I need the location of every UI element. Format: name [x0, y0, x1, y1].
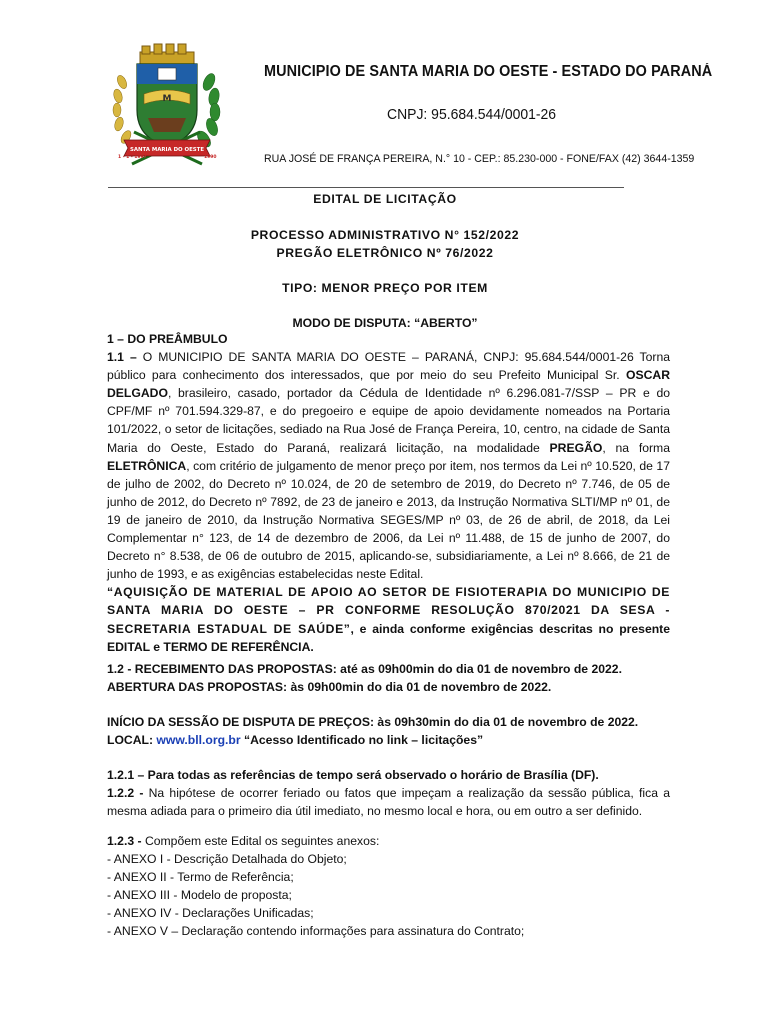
modality-eletronica: ELETRÔNICA	[107, 458, 187, 473]
doc-title: EDITAL DE LICITAÇÃO	[313, 192, 457, 206]
annex-item: - ANEXO IV - Declarações Unificadas;	[107, 906, 314, 921]
municipality-title: MUNICIPIO DE SANTA MARIA DO OESTE - ESTADO DO PARANÁ	[264, 63, 713, 80]
time-reference-section	[107, 766, 670, 820]
object-description: “AQUISIÇÃO DE MATERIAL DE APOIO AO SETOR DE FISIOTERAPIA DO MUNICIPIO DE SANTA MARIA DO OESTE – PR CONFORME RESOLUÇÃO 870/2021 DA SESA -SECRETARIA ESTADUAL DE SAÚDE”	[107, 585, 670, 636]
recebimento-line: 1.2 - RECEBIMENTO DAS PROPOSTAS: até as 09h00min do dia 01 de novembro de 2022.	[107, 662, 622, 676]
annex-item: - ANEXO I - Descrição Detalhada do Objeto;	[107, 852, 347, 867]
modo-heading: MODO DE DISPUTA: “ABERTO”	[292, 316, 478, 330]
mayor-name: OSCAR DELGADO	[107, 368, 670, 401]
header-divider	[108, 187, 624, 188]
annex-item: - ANEXO V – Declaração contendo informações para assinatura do Contrato;	[107, 924, 525, 939]
paragraph-number: 1.2.3 -	[107, 834, 142, 848]
paragraph-number: 1.2.2 -	[107, 786, 144, 801]
paragraph-1-2-1: 1.2.1 – Para todas as referências de tempo será observado o horário de Brasília (DF).	[107, 768, 599, 782]
inicio-line: INÍCIO DA SESSÃO DE DISPUTA DE PREÇOS: às 09h30min do dia 01 de novembro de 2022.	[107, 715, 639, 729]
banner-text: SANTA MARIA DO OESTE	[129, 147, 205, 153]
paragraph-text: , na forma	[602, 440, 670, 455]
processo-heading: PROCESSO ADMINISTRATIVO N° 152/2022	[250, 228, 520, 242]
section-heading: 1 – DO PREÂMBULO	[107, 332, 228, 346]
leaves-right-icon	[195, 72, 221, 150]
local-label: LOCAL:	[107, 733, 157, 748]
paragraph-number: 1.1 –	[107, 350, 137, 365]
annex-item: - ANEXO II - Termo de Referência;	[107, 870, 294, 885]
local-line	[107, 731, 670, 749]
dates-section	[107, 660, 670, 696]
crest-date-left: 1 - 1 - 1997	[118, 155, 147, 160]
bll-link[interactable]: www.bll.org.br	[156, 733, 241, 748]
paragraph-1-2-2	[107, 784, 670, 820]
wheat-left-icon	[112, 74, 133, 145]
annexes-section	[107, 832, 670, 941]
paragraph-text: , brasileiro, casado, portador da Cédula de Identidade nº 6.296.081-7/SSP – PR e do CPF/MF nº 701.594.329-87, e do pregoeiro e equipe de apoio devidamente nomeados na Portaria 101/2022, o setor de licitações, sediado na Rua José de França Pereira, 10, centro, na cidade de Santa Maria do Oeste, Estado do Paraná, realizará licitação, na modalidade	[107, 386, 670, 455]
shield-icon	[137, 64, 197, 146]
crest-date-right: 1990	[204, 155, 217, 160]
shield-letter: M	[162, 94, 172, 104]
paragraph-text: Compõem este Edital os seguintes anexos:	[141, 834, 380, 848]
paragraph-text: O MUNICIPIO DE SANTA MARIA DO OESTE – PARANÁ, CNPJ: 95.684.544/0001-26 Torna público para conhecimento dos interessados, que por meio do seu Prefeito Municipal Sr.	[107, 350, 671, 383]
modality-pregao: PREGÃO	[549, 440, 603, 455]
paragraph-1-2-3	[107, 832, 670, 850]
session-section	[107, 713, 670, 749]
municipality-cnpj: CNPJ: 95.684.544/0001-26	[387, 106, 557, 123]
municipality-address: RUA JOSÉ DE FRANÇA PEREIRA, N.° 10 - CEP.: 85.230-000 - FONE/FAX (42) 3644-1359	[264, 153, 695, 165]
abertura-line: ABERTURA DAS PROPOSTAS: às 09h00min do dia 01 de novembro de 2022.	[107, 680, 552, 695]
annex-item: - ANEXO III - Modelo de proposta;	[107, 888, 292, 903]
paragraph-1-1	[107, 348, 670, 583]
crown-icon	[140, 44, 194, 64]
pregao-heading: PREGÃO ELETRÔNICO Nº 76/2022	[276, 246, 494, 260]
municipal-crest-logo	[104, 42, 230, 172]
object-paragraph	[107, 583, 670, 655]
paragraph-text: Na hipótese de ocorrer feriado ou fatos que impeçam a realização da sessão pública, fica a mesma adiada para o primeiro dia útil imediato, no mesmo local e hora, ou em outro a ser definido.	[107, 786, 670, 819]
paragraph-text: , com critério de julgamento de menor preço por item, nos termos da Lei nº 10.520, de 17 de julho de 2002, do Decreto nº 10.024, de 20 de setembro de 2019, do Decreto nº 7.746, de 05 de junho de 2012, do Decreto nº 7892, de 23 de janeiro e 2013, da Instrução Normativa SLTI/MP nº 01, de 19 de janeiro de 2010, da Instrução Normativa SEGES/MP nº 03, de 26 de abril, de 2018, da Lei Complementar n° 123, de 14 de dezembro de 2006, da Lei nº 11.488, de 15 de junho de 2007, do Decreto n° 8.538, de 06 de outubro de 2015, aplicando-se, subsidiariamente, a Lei nº 8.666, de 21 de junho de 1993, e as exigências estabelecidas neste Edital.	[107, 458, 670, 582]
tipo-heading: TIPO: MENOR PREÇO POR ITEM	[282, 281, 488, 295]
local-rest: “Acesso Identificado no link – licitações”	[240, 733, 484, 748]
preamble-section	[107, 330, 670, 656]
object-rest: , e ainda conforme exigências descritas no presente EDITAL e TERMO DE REFERÊNCIA.	[107, 621, 670, 654]
